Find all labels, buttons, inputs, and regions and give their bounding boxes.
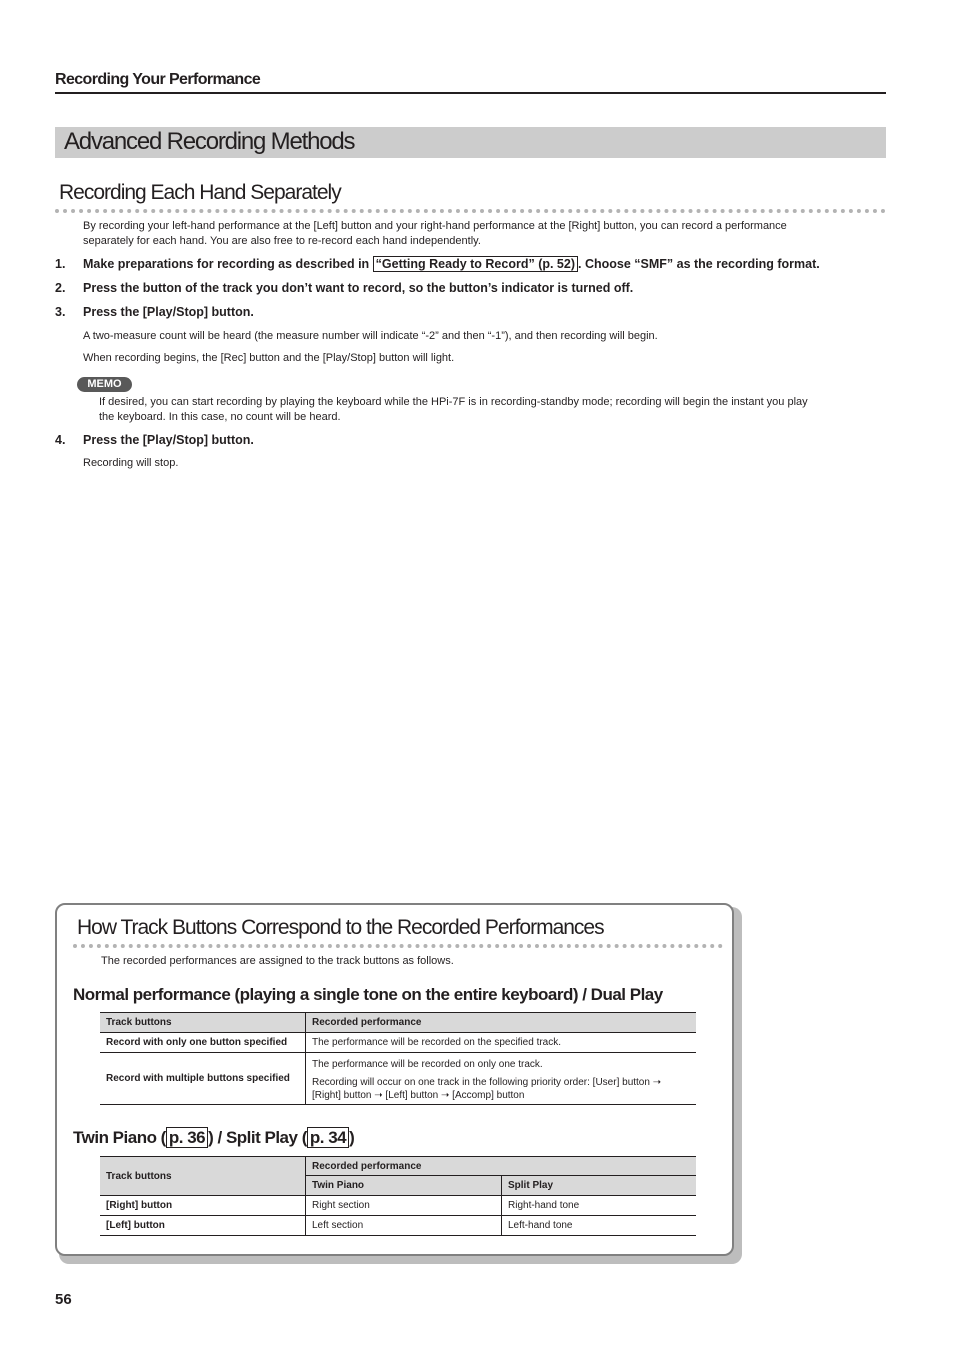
table-2-heading-b: ) / Split Play ( bbox=[208, 1128, 307, 1147]
cell-line: [Right] button ➝ [Left] button ➝ [Accomp] button bbox=[312, 1089, 525, 1101]
table-header-row bbox=[100, 1157, 696, 1176]
step-number: 3. bbox=[55, 305, 66, 319]
table-2-heading-c: ) bbox=[349, 1128, 355, 1147]
step-number: 4. bbox=[55, 433, 66, 447]
table-cell: The performance will be recorded on the specified track. bbox=[306, 1033, 697, 1053]
table-header-cell: Recorded performance bbox=[306, 1013, 697, 1033]
memo-line-2: the keyboard. In this case, no count will be heard. bbox=[99, 411, 341, 423]
cell-line: Recording will occur on one track in the following priority order: [User] button ➝ bbox=[312, 1076, 662, 1088]
table-cell: Left section bbox=[306, 1216, 502, 1236]
page-number: 56 bbox=[55, 1291, 72, 1308]
table-header-cell: Twin Piano bbox=[306, 1176, 502, 1196]
table-cell: Record with multiple buttons specified bbox=[100, 1053, 306, 1105]
table-header-cell: Track buttons bbox=[100, 1157, 306, 1196]
twin-split-table bbox=[100, 1156, 696, 1236]
step-4-text: Press the [Play/Stop] button. bbox=[83, 433, 254, 447]
intro-paragraph bbox=[83, 219, 883, 249]
table-cell bbox=[306, 1053, 697, 1105]
step-4-note: Recording will stop. bbox=[83, 457, 179, 469]
section-title: Advanced Recording Methods bbox=[64, 128, 355, 155]
step-3-text: Press the [Play/Stop] button. bbox=[83, 305, 254, 319]
memo-badge: MEMO bbox=[77, 377, 132, 392]
subsection-title: Recording Each Hand Separately bbox=[59, 181, 341, 204]
box-intro: The recorded performances are assigned to the track buttons as follows. bbox=[101, 955, 454, 967]
table-row bbox=[100, 1053, 696, 1105]
table-row bbox=[100, 1216, 696, 1236]
running-header-text: Recording Your Performance bbox=[55, 71, 261, 88]
table-cell: Right-hand tone bbox=[502, 1196, 697, 1216]
step-number: 2. bbox=[55, 281, 66, 295]
table-cell: Left-hand tone bbox=[502, 1216, 697, 1236]
step-number: 1. bbox=[55, 257, 66, 271]
intro-line-1: By recording your left-hand performance at the [Left] button and your right-hand performance at the [Right] button, you can record a performance bbox=[83, 220, 787, 232]
split-play-link[interactable]: p. 34 bbox=[307, 1127, 349, 1148]
step-3-note-2: When recording begins, the [Rec] button and the [Play/Stop] button will light. bbox=[83, 352, 455, 364]
step-3-note-1: A two-measure count will be heard (the measure number will indicate “-2” and then “-1”), and then recording will begin. bbox=[83, 330, 658, 342]
table-cell: [Left] button bbox=[100, 1216, 306, 1236]
table-cell: Record with only one button specified bbox=[100, 1033, 306, 1053]
step-2-text: Press the button of the track you don’t want to record, so the button’s indicator is turned off. bbox=[83, 281, 634, 295]
intro-line-2: separately for each hand. You are also free to re-record each hand independently. bbox=[83, 235, 481, 247]
step-1-text-after: . Choose “SMF” as the recording format. bbox=[578, 257, 820, 271]
dotted-divider bbox=[55, 209, 886, 213]
table-header-cell: Recorded performance bbox=[306, 1157, 697, 1176]
normal-performance-table bbox=[100, 1012, 696, 1105]
memo-text bbox=[99, 395, 889, 425]
table-1-heading: Normal performance (playing a single tone on the entire keyboard) / Dual Play bbox=[73, 985, 663, 1004]
table-row bbox=[100, 1033, 696, 1053]
table-header-cell: Split Play bbox=[502, 1176, 697, 1196]
table-2-heading-a: Twin Piano ( bbox=[73, 1128, 166, 1147]
step-1-text bbox=[83, 257, 820, 271]
getting-ready-link[interactable]: “Getting Ready to Record” (p. 52) bbox=[373, 256, 578, 272]
box-title: How Track Buttons Correspond to the Recorded Performances bbox=[77, 916, 604, 939]
cell-line: The performance will be recorded on only one track. bbox=[312, 1058, 543, 1070]
box-dotted-divider bbox=[73, 944, 723, 948]
memo-line-1: If desired, you can start recording by playing the keyboard while the HPi-7F is in recording-standby mode; recording will begin the instant you play bbox=[99, 396, 808, 408]
running-header bbox=[55, 70, 886, 94]
step-1-text-before: Make preparations for recording as described in bbox=[83, 257, 373, 271]
table-cell: Right section bbox=[306, 1196, 502, 1216]
section-title-bar bbox=[55, 127, 886, 158]
table-row bbox=[100, 1196, 696, 1216]
table-header-cell: Track buttons bbox=[100, 1013, 306, 1033]
twin-piano-link[interactable]: p. 36 bbox=[166, 1127, 208, 1148]
table-cell: [Right] button bbox=[100, 1196, 306, 1216]
table-2-heading bbox=[73, 1128, 354, 1148]
table-header-row bbox=[100, 1013, 696, 1033]
